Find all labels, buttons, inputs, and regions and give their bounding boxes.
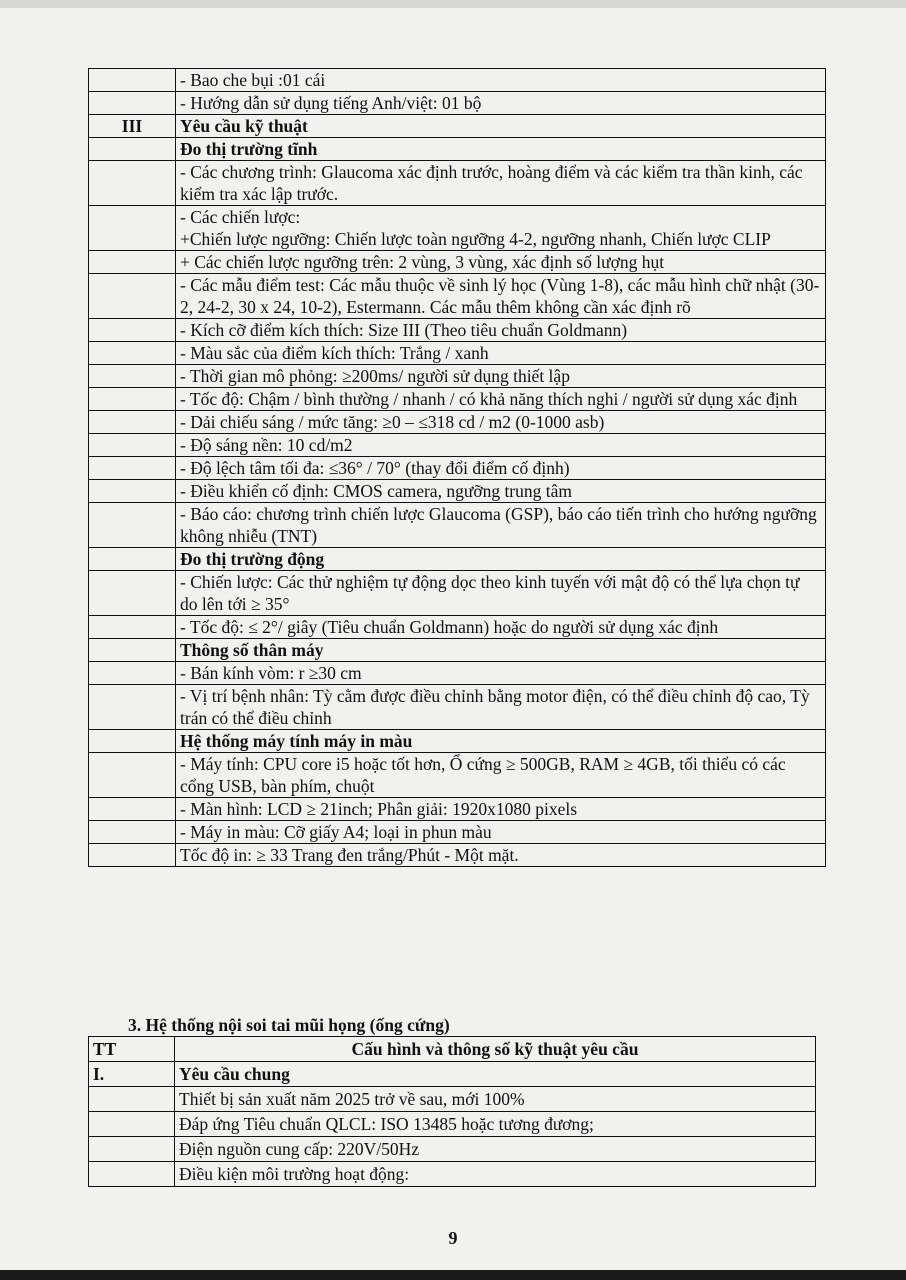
table-row <box>89 206 826 251</box>
table-row <box>89 503 826 548</box>
row-number-cell <box>89 662 176 685</box>
row-content-cell: - Kích cỡ điểm kích thích: Size III (Theo tiêu chuẩn Goldmann) <box>176 319 826 342</box>
table-row <box>89 1137 816 1162</box>
row-number-cell <box>89 92 176 115</box>
endoscopy-table <box>88 1036 816 1187</box>
row-number-cell <box>89 411 176 434</box>
row-number-cell <box>89 753 176 798</box>
row-number-cell <box>89 342 176 365</box>
header-tt: TT <box>89 1037 175 1062</box>
row-content-cell: Đo thị trường tĩnh <box>176 138 826 161</box>
row-number-cell <box>89 616 176 639</box>
table-row <box>89 434 826 457</box>
table-row <box>89 1162 816 1187</box>
table-row <box>89 1087 816 1112</box>
row-number-cell <box>89 798 176 821</box>
row-content-cell: - Tốc độ: ≤ 2°/ giây (Tiêu chuẩn Goldmann) hoặc do người sử dụng xác định <box>176 616 826 639</box>
table-row <box>89 342 826 365</box>
row-number-cell <box>89 1162 175 1187</box>
table-row <box>89 548 826 571</box>
table-header-row <box>89 1037 816 1062</box>
row-number-cell <box>89 69 176 92</box>
row-content-cell: Đáp ứng Tiêu chuẩn QLCL: ISO 13485 hoặc tương đương; <box>175 1112 816 1137</box>
row-content-cell: - Các mẫu điểm test: Các mẫu thuộc về sinh lý học (Vùng 1-8), các mẫu hình chữ nhật (30-2, 24-2, 30 x 24, 10-2), Estermann. Các mẫu thêm không cần xác định rõ <box>176 274 826 319</box>
row-content-cell: - Thời gian mô phỏng: ≥200ms/ người sử dụng thiết lập <box>176 365 826 388</box>
table-row <box>89 388 826 411</box>
row-number-cell <box>89 388 176 411</box>
row-number-cell <box>89 319 176 342</box>
row-content-cell: Điều kiện môi trường hoạt động: <box>175 1162 816 1187</box>
table-row <box>89 411 826 434</box>
row-content-cell: Đo thị trường động <box>176 548 826 571</box>
row-content-cell: Hệ thống máy tính máy in màu <box>176 730 826 753</box>
table-row <box>89 571 826 616</box>
row-content-cell: Yêu cầu chung <box>175 1062 816 1087</box>
page-edge-bottom <box>0 1270 906 1280</box>
table-row <box>89 161 826 206</box>
row-number-cell <box>89 457 176 480</box>
section-title: 3. Hệ thống nội soi tai mũi họng (ống cứng) <box>128 1015 450 1035</box>
row-content-cell: - Báo cáo: chương trình chiến lược Glaucoma (GSP), báo cáo tiến trình cho hướng ngưỡng không nhiễu (TNT) <box>176 503 826 548</box>
table-row <box>89 844 826 867</box>
row-number-cell <box>89 503 176 548</box>
row-number-cell <box>89 161 176 206</box>
table-row <box>89 616 826 639</box>
row-content-cell: - Màu sắc của điểm kích thích: Trắng / xanh <box>176 342 826 365</box>
row-number-cell <box>89 1137 175 1162</box>
table-row <box>89 115 826 138</box>
endoscopy-table-body <box>89 1037 816 1187</box>
row-number-cell: I. <box>89 1062 175 1087</box>
row-number-cell <box>89 251 176 274</box>
row-number-cell <box>89 274 176 319</box>
row-content-cell: - Độ lệch tâm tối đa: ≤36° / 70° (thay đổi điểm cố định) <box>176 457 826 480</box>
table-row <box>89 662 826 685</box>
row-content-cell: Yêu cầu kỹ thuật <box>176 115 826 138</box>
table-row <box>89 639 826 662</box>
row-content-cell: Tốc độ in: ≥ 33 Trang đen trắng/Phút - Một mặt. <box>176 844 826 867</box>
row-content-cell: - Điều khiển cố định: CMOS camera, ngưỡng trung tâm <box>176 480 826 503</box>
row-content-cell: + Các chiến lược ngưỡng trên: 2 vùng, 3 vùng, xác định số lượng hụt <box>176 251 826 274</box>
page-edge-top <box>0 0 906 8</box>
requirements-table <box>88 68 826 867</box>
table-row <box>89 821 826 844</box>
row-content-cell: - Chiến lược: Các thử nghiệm tự động dọc theo kinh tuyến với mật độ có thể lựa chọn tự do lên tới ≥ 35° <box>176 571 826 616</box>
table-row <box>89 365 826 388</box>
table-row <box>89 1112 816 1137</box>
row-number-cell <box>89 571 176 616</box>
table-row <box>89 753 826 798</box>
table-row <box>89 251 826 274</box>
row-content-cell: - Các chương trình: Glaucoma xác định trước, hoàng điểm và các kiểm tra thần kinh, các kiểm tra xác lập trước. <box>176 161 826 206</box>
table-row <box>89 1062 816 1087</box>
row-content-cell: - Máy in màu: Cỡ giấy A4; loại in phun màu <box>176 821 826 844</box>
row-number-cell <box>89 434 176 457</box>
row-content-cell: Thiết bị sản xuất năm 2025 trở về sau, mới 100% <box>175 1087 816 1112</box>
table-row <box>89 730 826 753</box>
table-row <box>89 319 826 342</box>
table-row <box>89 480 826 503</box>
row-content-cell: - Vị trí bệnh nhân: Tỳ cằm được điều chỉnh bằng motor điện, có thể điều chỉnh độ cao, Tỳ trán có thể điều chỉnh <box>176 685 826 730</box>
row-number-cell <box>89 1112 175 1137</box>
table-row <box>89 274 826 319</box>
row-number-cell <box>89 138 176 161</box>
header-spec: Cấu hình và thông số kỹ thuật yêu cầu <box>175 1037 816 1062</box>
table-row <box>89 798 826 821</box>
row-number-cell <box>89 730 176 753</box>
row-number-cell <box>89 480 176 503</box>
row-number-cell <box>89 206 176 251</box>
row-number-cell <box>89 639 176 662</box>
row-content-cell: - Các chiến lược: +Chiến lược ngưỡng: Chiến lược toàn ngưỡng 4-2, ngưỡng nhanh, Chiến lược CLIP <box>176 206 826 251</box>
table-row <box>89 457 826 480</box>
row-number-cell: III <box>89 115 176 138</box>
table-row <box>89 92 826 115</box>
table-row <box>89 138 826 161</box>
row-number-cell <box>89 821 176 844</box>
row-content-cell: - Hướng dẫn sử dụng tiếng Anh/việt: 01 bộ <box>176 92 826 115</box>
row-content-cell: Điện nguồn cung cấp: 220V/50Hz <box>175 1137 816 1162</box>
row-content-cell: Thông số thân máy <box>176 639 826 662</box>
row-content-cell: - Bao che bụi :01 cái <box>176 69 826 92</box>
row-number-cell <box>89 685 176 730</box>
row-number-cell <box>89 1087 175 1112</box>
table-row <box>89 69 826 92</box>
row-content-cell: - Dải chiếu sáng / mức tăng: ≥0 – ≤318 cd / m2 (0-1000 asb) <box>176 411 826 434</box>
row-number-cell <box>89 844 176 867</box>
requirements-table-body <box>89 69 826 867</box>
row-content-cell: - Tốc độ: Chậm / bình thường / nhanh / có khả năng thích nghi / người sử dụng xác định <box>176 388 826 411</box>
row-number-cell <box>89 548 176 571</box>
table-row <box>89 685 826 730</box>
row-content-cell: - Độ sáng nền: 10 cd/m2 <box>176 434 826 457</box>
row-content-cell: - Máy tính: CPU core i5 hoặc tốt hơn, Ổ cứng ≥ 500GB, RAM ≥ 4GB, tối thiểu có các cổng USB, bàn phím, chuột <box>176 753 826 798</box>
page-number: 9 <box>448 1228 458 1248</box>
row-content-cell: - Bán kính vòm: r ≥30 cm <box>176 662 826 685</box>
row-number-cell <box>89 365 176 388</box>
row-content-cell: - Màn hình: LCD ≥ 21inch; Phân giải: 1920x1080 pixels <box>176 798 826 821</box>
